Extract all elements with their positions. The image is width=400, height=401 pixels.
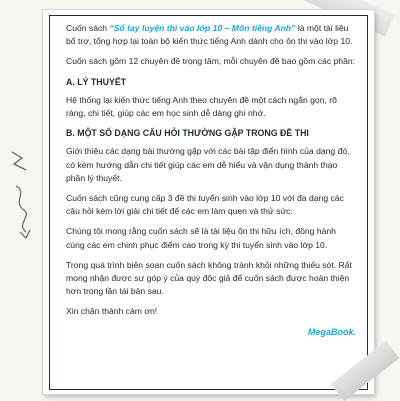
section-b-heading: B. MỘT SỐ DẠNG CÂU HỎI THƯỜNG GẶP TRONG ĐỀ THI (66, 128, 309, 139)
structure-paragraph: Cuốn sách gồm 12 chuyên đề trọng tâm, mỗi chuyên đề bao gồm các phần: (66, 56, 356, 67)
section-a-heading: A. LÝ THUYẾT (66, 76, 127, 87)
apology-paragraph: Trong quá trình biên soạn cuốn sách không tránh khỏi những thiếu sót. Rất mong nhận được sự góp ý của quý độc giả để cuốn sách được hoàn thiện hơn trong lần tái bản sau. (66, 259, 352, 297)
section-a-body: Hệ thống lại kiến thức tiếng Anh theo chuyên đề một cách ngắn gọn, rõ ràng, chi tiết, giúp các em học sinh dễ dàng ghi nhớ. (66, 94, 337, 119)
thanks-paragraph: Xin chân thành cảm ơn! (66, 306, 158, 317)
intro-suffix: là một tài liệu bổ trợ, tổng hợp lại toàn bộ kiến thức tiếng Anh dành cho ôn thi vào lớp 10. (66, 23, 353, 47)
preface-content (66, 22, 356, 339)
intro-prefix: Cuốn sách (66, 23, 110, 33)
book-title: “Sổ tay luyện thi vào lớp 10 – Môn tiếng Anh” (109, 23, 296, 33)
squiggle-arrow-icon (6, 146, 40, 256)
signature: MegaBook. (307, 326, 356, 337)
extra-paragraph: Cuốn sách cũng cung cấp 3 đề thi tuyển sinh vào lớp 10 với đa dạng các câu hỏi kèm lời giải chi tiết để các em làm quen và thử sức. (66, 193, 344, 217)
hope-paragraph: Chúng tôi mong rằng cuốn sách sẽ là tài liệu ôn thi hữu ích, đồng hành cùng các em chinh phục điểm cao trong kỳ thi tuyển sinh vào lớp 10. (66, 226, 336, 250)
section-b-body: Giới thiệu các dạng bài thường gặp với các bài tập điển hình của dạng đó, có kèm hướng dẫn chi tiết giúp các em dễ hiểu và vận dụng thành thạo phần lý thuyết. (66, 146, 350, 183)
intro-paragraph (66, 22, 356, 48)
